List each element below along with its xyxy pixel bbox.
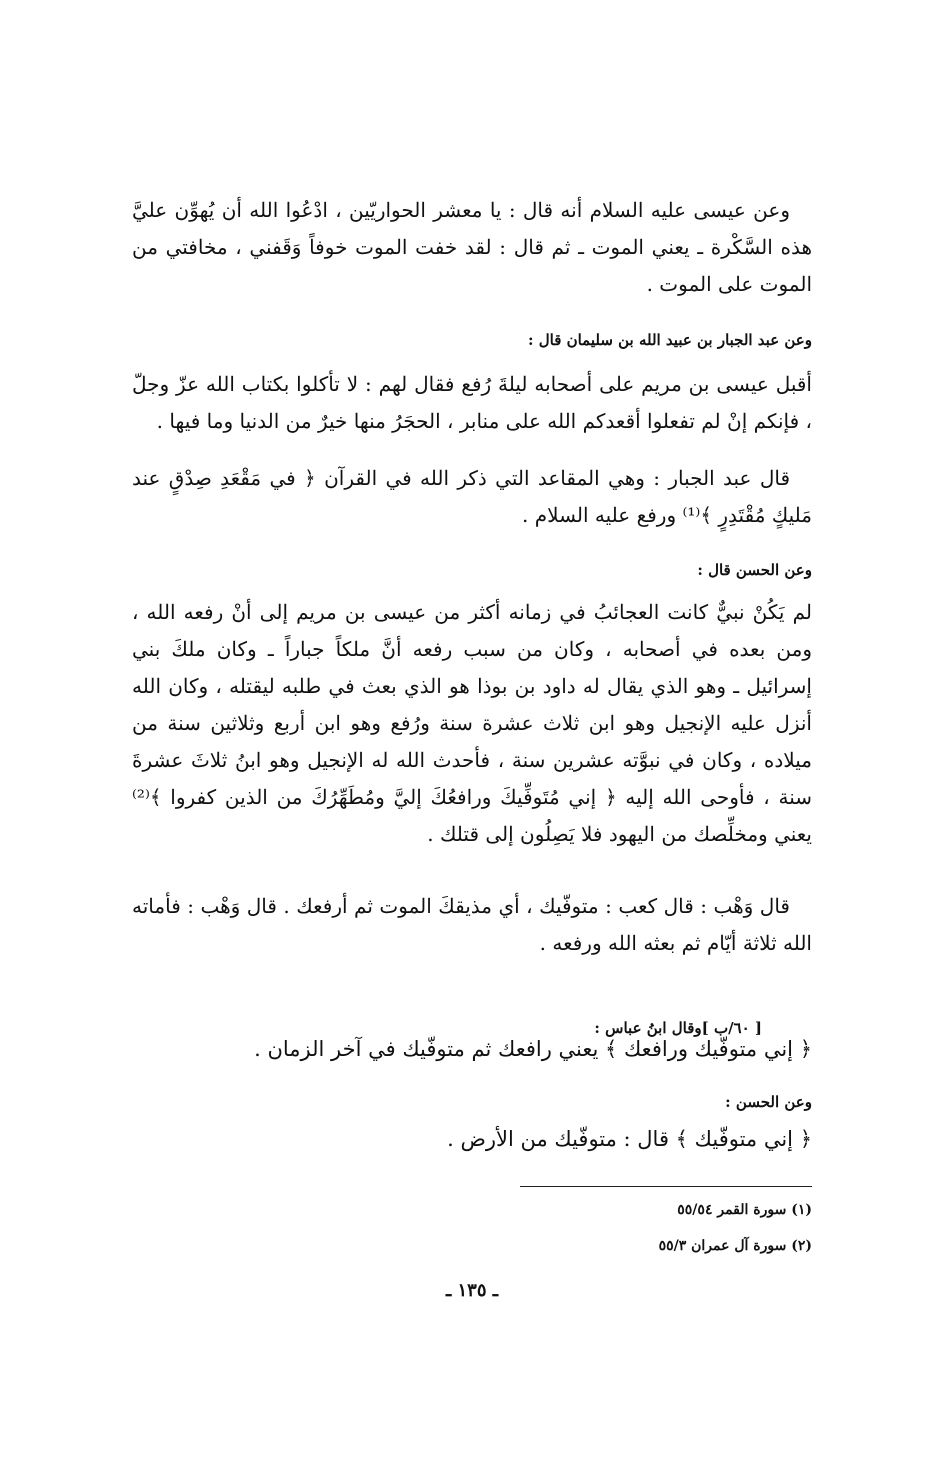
footnote-1: (١) سورة القمر ٥٥/٥٤ — [677, 1202, 812, 1218]
quote-al-hasan: ﴿ إني متوفّيك ﴾ قال : متوفّيك من الأرض . — [447, 1127, 812, 1151]
footnote-2: (٢) سورة آل عمران ٥٥/٣ — [658, 1238, 812, 1254]
heading-al-hasan-said: وعن الحسن قال : — [697, 561, 812, 579]
paragraph-abd-al-jabbar-said: قال عبد الجبار : وهي المقاعد التي ذكر الله في القرآن ﴿ في مَقْعَدِ صِدْقٍ عند مَليكٍ مُقْتَدِرٍ ﴾⁽¹⁾ ورفع عليه السلام . — [132, 466, 812, 527]
paragraph-wahb-kaab: قال وَهْب : قال كعب : متوفّيك ، أي مذيقكَ الموت ثم أرفعك . قال وَهْب : فأماته الله ثلاثة أيّام ثم بعثه الله ورفعه . — [132, 894, 812, 955]
quote-ibn-abbas: ﴿ إني متوفّيك ورافعك ﴾ يعني رافعك ثم متوفّيك في آخر الزمان . — [254, 1037, 812, 1061]
page-number: ـ ١٣٥ ـ — [445, 1280, 499, 1301]
footnote-separator — [520, 1186, 812, 1187]
paragraph-isa-companions: أقبل عيسى بن مريم على أصحابه ليلةَ رُفع فقال لهم : لا تأكلوا بكتاب الله عزّ وجلّ ، فإنكم إنْ لم تفعلوا أقعدكم الله على منابر ، الحجَرُ منها خيرٌ من الدنيا وما فيها . — [132, 372, 812, 433]
paragraph-isa-disciples: وعن عيسى عليه السلام أنه قال : يا معشر الحواريّين ، ادْعُوا الله أن يُهوِّن عليَّ هذه السَّكْرة ـ يعني الموت ـ ثم قال : لقد خفت الموت خوفاً وَقَفني ، مخافتي من الموت على الموت . — [132, 198, 812, 296]
paragraph-wonders-of-isa: لم يَكُنْ نبيٌّ كانت العجائبُ في زمانه أكثر من عيسى بن مريم إلى أنْ رفعه الله ، ومن بعده في أصحابه ، وكان من سبب رفعه أنَّ ملكاً جباراً ـ وكان ملكَ بني إسرائيل ـ وهو الذي يقال له داود بن بوذا هو الذي بعث في طلبه ليقتله ، وكان الله أنزل عليه الإنجيل وهو ابن ثلاث عشرة سنة ورُفع وهو ابن أربع وثلاثين سنة من ميلاده ، وكان في نبوَّته عشرين سنة ، فأحدث الله له الإنجيل وهو ابنُ ثلاثَ عشرةَ سنة ، فأوحى الله إليه ﴿ إني مُتَوفِّيكَ ورافعُكَ إليَّ ومُطَهِّرُكَ من الذين كفروا ﴾⁽²⁾ يعني ومخلِّصك من اليهود فلا يَصِلُون إلى قتلك . — [132, 600, 812, 846]
heading-al-hasan: وعن الحسن : — [725, 1093, 812, 1111]
heading-abd-al-jabbar: وعن عبد الجبار بن عبيد الله بن سليمان قال : — [527, 331, 812, 349]
heading-ibn-abbas: [ ٦٠/ب ]وقال ابنُ عباس : — [594, 1019, 762, 1037]
